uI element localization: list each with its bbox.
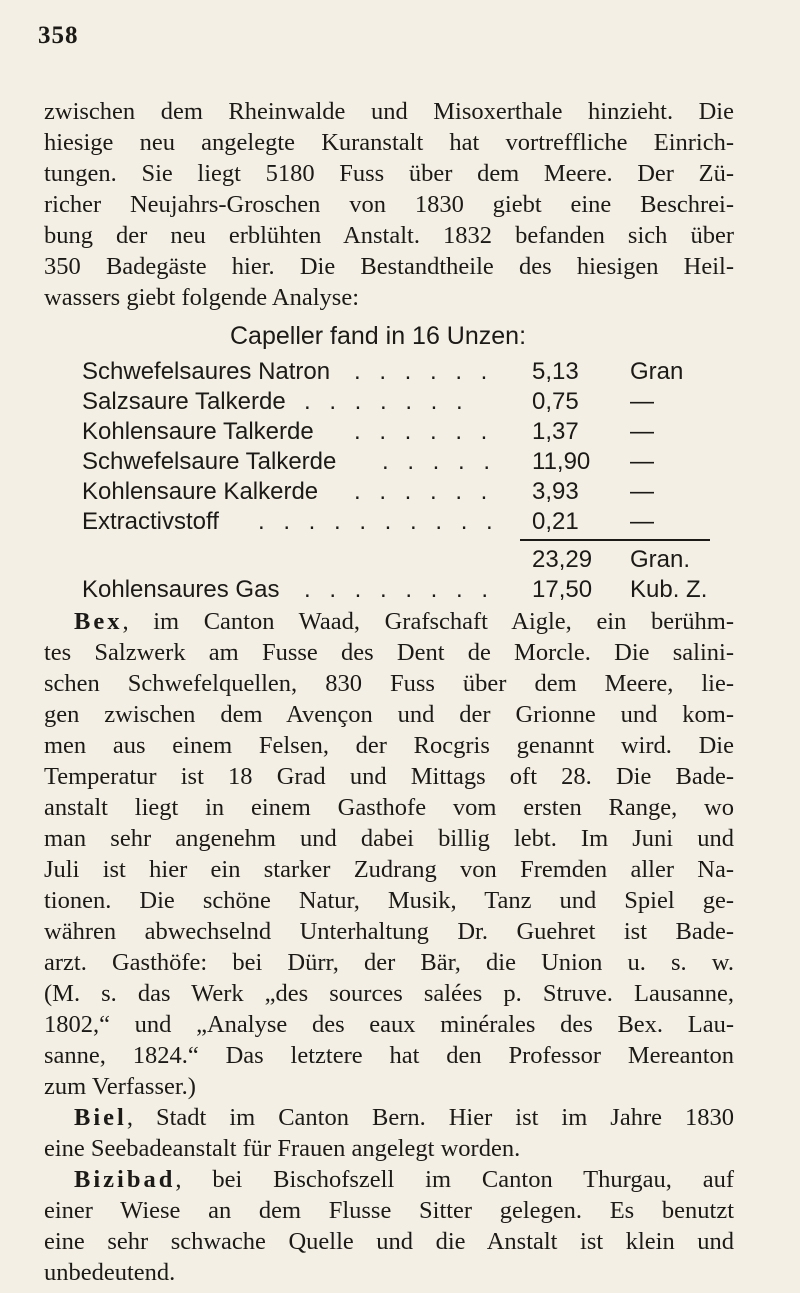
text-line: arzt. Gasthöfe: bei Dürr, der Bär, die Union u. s. w. [44,949,734,976]
substance-name: Kohlensaure Kalkerde [82,478,319,505]
text-line: wassers giebt folgende Analyse: [44,284,360,311]
gas-value: 17,50 [532,576,593,603]
text-line: sanne, 1824.“ Das letztere hat den Professor Mereanton [44,1042,734,1069]
total-unit: Gran. [630,546,691,573]
substance-name: Salzsaure Talkerde [82,388,286,415]
entry-heading: Biel [74,1104,127,1131]
text-line [44,606,734,637]
entry-heading: Bizibad [74,1166,176,1193]
leader-dots: . . . . . . . . . . [258,508,499,535]
text-line: einer Wiese an dem Flusse Sitter gelegen. Es benutzt [44,1197,734,1224]
substance-name: Schwefelsaure Talkerde [82,448,337,475]
leader-dots: . . . . . . [354,358,494,385]
text-line: man sehr angenehm und dabei billig lebt. Im Juni und [44,825,734,852]
leader-dots: . . . . . . [354,478,494,505]
text-line: bung der neu erblühten Anstalt. 1832 befanden sich über [44,222,734,249]
entry-text: , Stadt im Canton Bern. Hier ist im Jahre 1830 [126,1104,734,1131]
text-line: gen zwischen dem Avençon und der Grionne und kom- [44,701,734,728]
substance-value: 0,21 [532,508,579,535]
text-line: tes Salzwerk am Fusse des Dent de Morcle. Die salini- [44,639,734,666]
entry-heading: Bex [74,608,123,635]
substance-name: Kohlensaure Talkerde [82,418,314,445]
substance-unit: — [630,448,654,475]
gas-name: Kohlensaures Gas [82,576,280,603]
substance-unit: — [630,418,654,445]
substance-name: Extractivstoff [82,508,219,535]
text-line: tungen. Sie liegt 5180 Fuss über dem Meere. Der Zü- [44,160,734,187]
table-heading: Capeller fand in 16 Unzen: [230,322,527,350]
text-line: zwischen dem Rheinwalde und Misoxerthale hinzieht. Die [44,98,734,125]
text-line: unbedeutend. [44,1259,176,1286]
leader-dots: . . . . . . . [304,388,469,415]
text-line: 1802,“ und „Analyse des eaux minérales des Bex. Lau- [44,1011,734,1038]
page-number: 358 [38,22,79,49]
text-line: anstalt liegt in einem Gasthofe vom ersten Range, wo [44,794,734,821]
text-line: richer Neujahrs-Groschen von 1830 giebt eine Beschrei- [44,191,734,218]
text-line [44,1102,734,1133]
substance-unit: — [630,478,654,505]
text-line: men aus einem Felsen, der Rocgris genannt wird. Die [44,732,734,759]
entry-text: , bei Bischofszell im Canton Thurgau, auf [175,1166,734,1193]
text-line: eine Seebadeanstalt für Frauen angelegt worden. [44,1135,521,1162]
text-line [44,1164,734,1195]
leader-dots: . . . . . . [354,418,494,445]
substance-name: Schwefelsaures Natron [82,358,331,385]
text-line: eine sehr schwache Quelle und die Anstalt ist klein und [44,1228,734,1255]
substance-value: 11,90 [532,448,591,475]
text-line: (M. s. das Werk „des sources salées p. Struve. Lausanne, [44,980,734,1007]
text-line: zum Verfasser.) [44,1073,196,1100]
substance-unit: — [630,508,654,535]
text-line: Juli ist hier ein starker Zudrang von Fremden aller Na- [44,856,734,883]
text-line: Temperatur ist 18 Grad und Mittags oft 28. Die Bade- [44,763,734,790]
text-line: währen abwechselnd Unterhaltung Dr. Guehret ist Bade- [44,918,734,945]
total-value: 23,29 [532,546,593,573]
text-line: schen Schwefelquellen, 830 Fuss über dem Meere, lie- [44,670,734,697]
substance-value: 5,13 [532,358,579,385]
gas-unit: Kub. Z. [630,576,708,603]
substance-unit: Gran [630,358,684,385]
substance-value: 0,75 [532,388,579,415]
substance-value: 3,93 [532,478,579,505]
leader-dots: . . . . . [382,448,497,475]
substance-unit: — [630,388,654,415]
entry-text: , im Canton Waad, Grafschaft Aigle, ein berühm- [122,608,734,635]
text-line: 350 Badegäste hier. Die Bestandtheile des hiesigen Heil- [44,253,734,280]
text-line: tionen. Die schöne Natur, Musik, Tanz und Spiel ge- [44,887,734,914]
leader-dots: . . . . . . . . [304,576,495,603]
substance-value: 1,37 [532,418,579,445]
sum-rule [520,539,710,541]
text-line: hiesige neu angelegte Kuranstalt hat vortreffliche Einrich- [44,129,734,156]
